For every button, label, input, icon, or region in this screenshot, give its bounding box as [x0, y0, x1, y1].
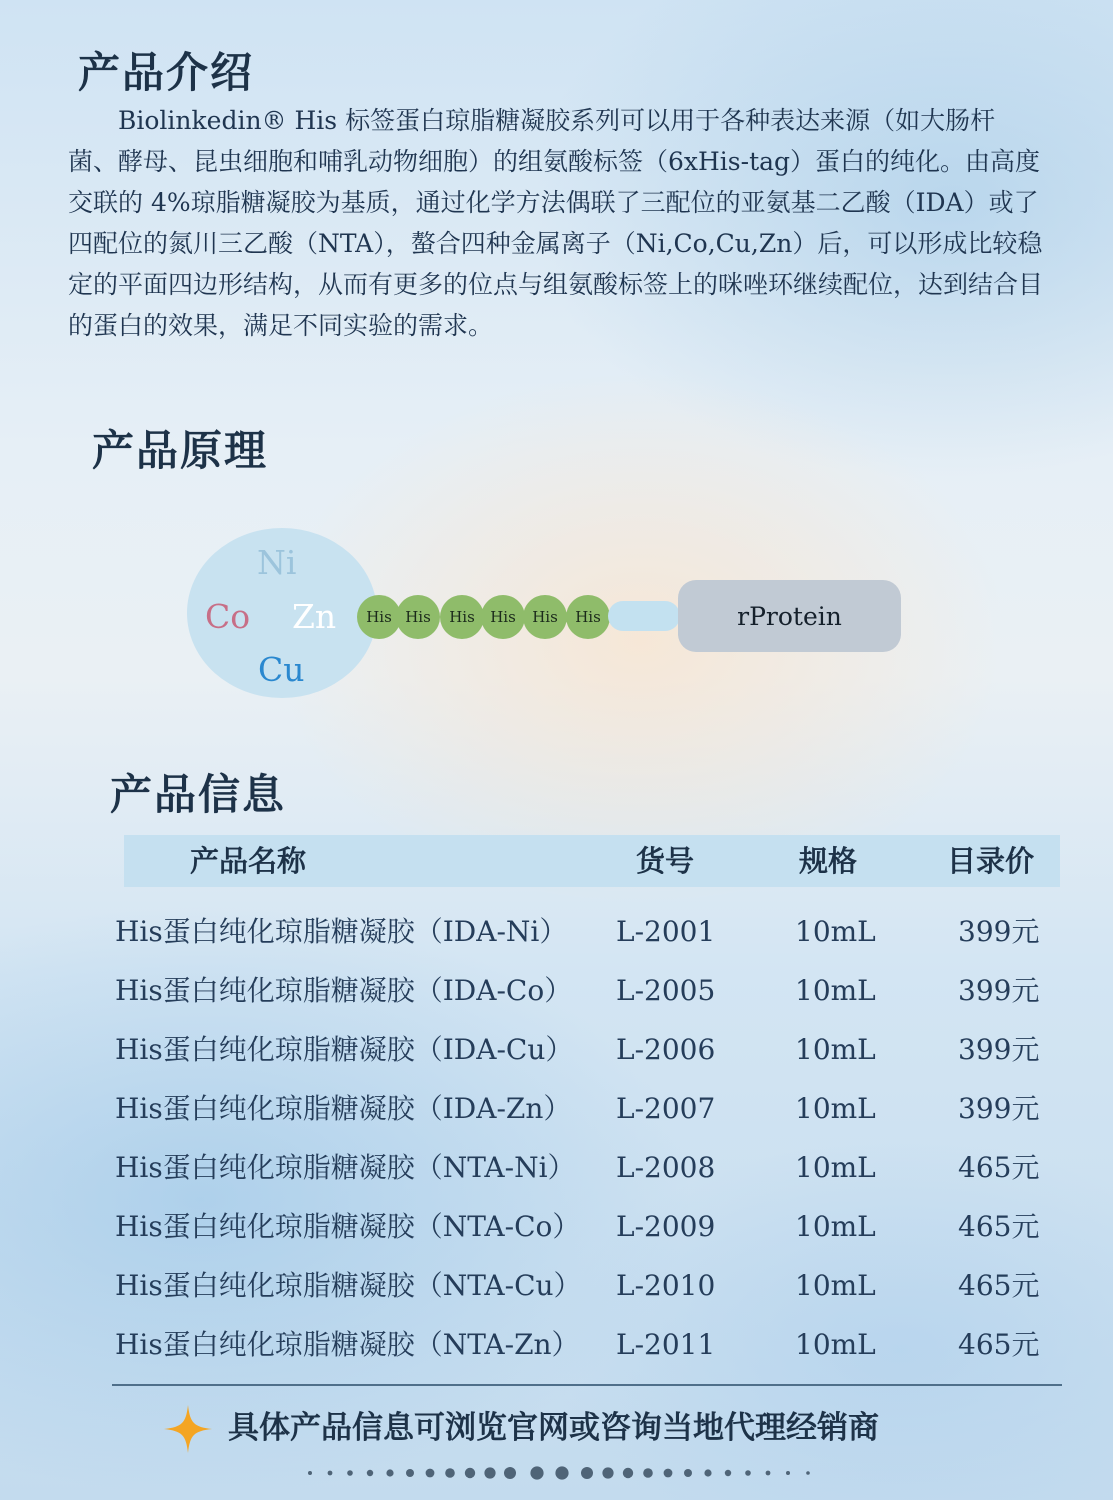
intro-text: Biolinkedin® His 标签蛋白琼脂糖凝胶系列可以用于各种表达来源（如大肠杆菌、酵母、昆虫细胞和哺乳动物细胞）的组氨酸标签（6xHis-tag）蛋白的纯化。由高度交联的 4%琼脂糖凝胶为基质，通过化学方法偶联了三配位的亚氨基二乙酸（IDA）或了四配位的氮川三乙酸（NTA），螯合四种金属离子（Ni,Co,Cu,Zn）后，可以形成比较稳定的平面四边形结构，从而有更多的位点与组氨酸标签上的咪唑环继续配位，达到结合目的蛋白的效果，满足不同实验的需求。 [68, 106, 1044, 340]
his-residue: His [481, 595, 525, 639]
header-code: 货号 [636, 844, 695, 878]
table-row [0, 1197, 1113, 1256]
product-name: His蛋白纯化琼脂糖凝胶（NTA-Ni） [115, 1151, 576, 1184]
intro-paragraph [68, 100, 1043, 346]
his-residue: His [523, 595, 567, 639]
product-price: 465元 [958, 1151, 1040, 1184]
info-title: 产品信息 [110, 770, 287, 819]
product-price: 465元 [958, 1328, 1040, 1361]
protein-box: rProtein [678, 580, 901, 652]
table-row [0, 1256, 1113, 1315]
product-price: 465元 [958, 1269, 1040, 1302]
product-name: His蛋白纯化琼脂糖凝胶（IDA-Zn） [115, 1092, 572, 1125]
ion-co-label: Co [205, 597, 251, 636]
decorative-dots [300, 1463, 820, 1483]
product-code: L-2011 [616, 1328, 716, 1361]
ion-zn-label: Zn [292, 597, 337, 636]
product-spec: 10mL [795, 1210, 876, 1243]
product-name: His蛋白纯化琼脂糖凝胶（NTA-Co） [115, 1210, 581, 1243]
table-row [0, 1315, 1113, 1374]
principle-title: 产品原理 [92, 426, 269, 475]
header-name: 产品名称 [190, 844, 307, 878]
table-row [0, 1020, 1113, 1079]
table-row [0, 961, 1113, 1020]
product-code: L-2008 [616, 1151, 716, 1184]
product-spec: 10mL [795, 915, 876, 948]
product-name: His蛋白纯化琼脂糖凝胶（NTA-Zn） [115, 1328, 580, 1361]
product-name: His蛋白纯化琼脂糖凝胶（IDA-Ni） [115, 915, 568, 948]
product-code: L-2009 [616, 1210, 716, 1243]
product-spec: 10mL [795, 1328, 876, 1361]
four-point-star-icon [162, 1403, 214, 1455]
product-spec: 10mL [795, 1033, 876, 1066]
product-code: L-2006 [616, 1033, 716, 1066]
product-code: L-2007 [616, 1092, 716, 1125]
table-row [0, 1079, 1113, 1138]
his-residue: His [357, 595, 401, 639]
product-code: L-2005 [616, 974, 716, 1007]
product-price: 465元 [958, 1210, 1040, 1243]
product-name: His蛋白纯化琼脂糖凝胶（IDA-Co） [115, 974, 573, 1007]
product-spec: 10mL [795, 974, 876, 1007]
product-price: 399元 [958, 1033, 1040, 1066]
product-spec: 10mL [795, 1151, 876, 1184]
product-code: L-2001 [616, 915, 716, 948]
ion-cu-label: Cu [258, 650, 305, 689]
header-spec: 规格 [799, 844, 858, 878]
product-code: L-2010 [616, 1269, 716, 1302]
product-spec: 10mL [795, 1269, 876, 1302]
table-header [124, 835, 1060, 887]
table-row [0, 902, 1113, 961]
intro-title: 产品介绍 [78, 48, 255, 97]
his-residue: His [566, 595, 610, 639]
product-price: 399元 [958, 1092, 1040, 1125]
linker-segment [608, 601, 680, 631]
footer-divider [112, 1384, 1062, 1386]
footer-note: 具体产品信息可浏览官网或咨询当地代理经销商 [228, 1410, 879, 1446]
table-row [0, 1138, 1113, 1197]
ion-ni-label: Ni [257, 543, 297, 582]
product-name: His蛋白纯化琼脂糖凝胶（IDA-Cu） [115, 1033, 574, 1066]
product-name: His蛋白纯化琼脂糖凝胶（NTA-Cu） [115, 1269, 582, 1302]
product-price: 399元 [958, 915, 1040, 948]
his-residue: His [440, 595, 484, 639]
product-price: 399元 [958, 974, 1040, 1007]
product-spec: 10mL [795, 1092, 876, 1125]
header-price: 目录价 [947, 844, 1035, 878]
his-residue: His [396, 595, 440, 639]
